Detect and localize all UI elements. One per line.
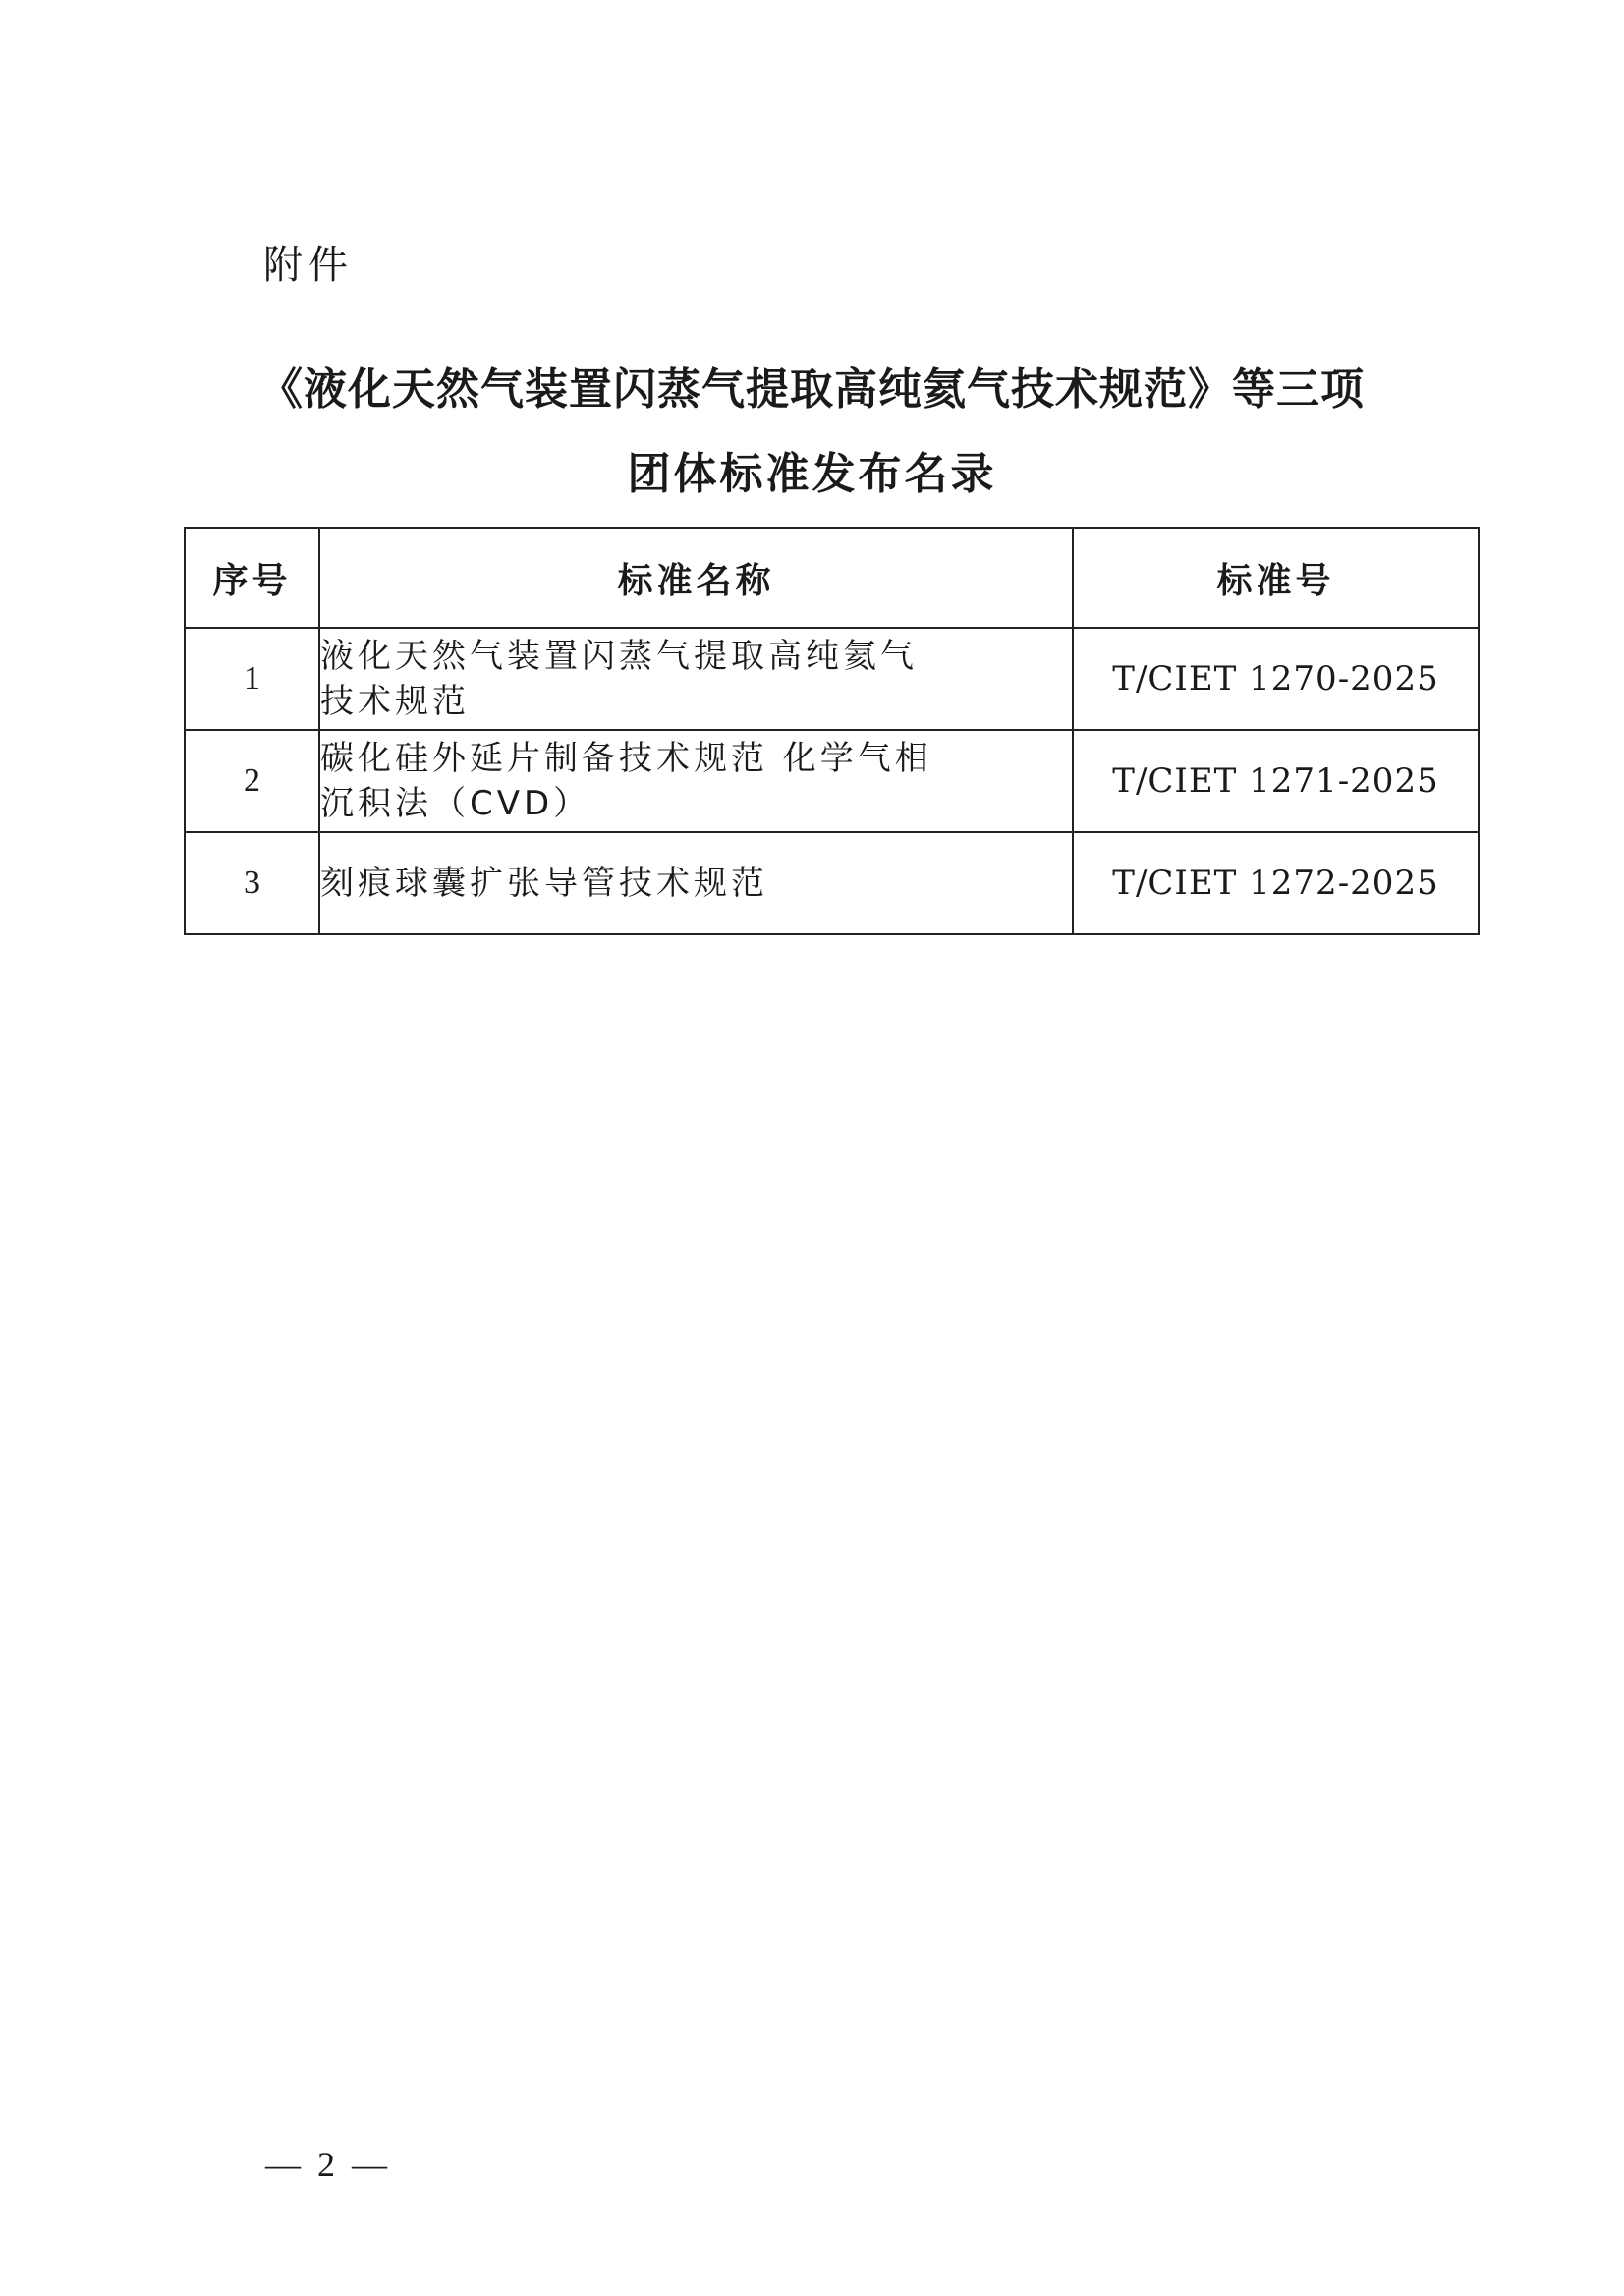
header-row <box>185 528 1479 628</box>
row-standard-code: T/CIET 1272-2025 <box>1073 832 1479 934</box>
document-title-line-1: 《液化天然气装置闪蒸气提取高纯氦气技术规范》等三项 <box>259 364 1365 415</box>
row-standard-code: T/CIET 1270-2025 <box>1073 628 1479 730</box>
row-standard-name <box>319 628 1073 730</box>
row-serial-number: 3 <box>185 832 319 934</box>
page-number: — 2 — <box>265 2145 391 2184</box>
header-serial-number: 序号 <box>185 528 319 628</box>
standards-table <box>184 527 1480 935</box>
header-standard-name: 标准名称 <box>319 528 1073 628</box>
row-standard-code: T/CIET 1271-2025 <box>1073 730 1479 832</box>
row-serial-number: 1 <box>185 628 319 730</box>
standard-name-line: 刻痕球囊扩张导管技术规范 <box>320 864 768 903</box>
table-row <box>185 628 1479 730</box>
row-serial-number: 2 <box>185 730 319 832</box>
table-row <box>185 730 1479 832</box>
table-header <box>185 528 1479 628</box>
header-standard-code: 标准号 <box>1073 528 1479 628</box>
row-standard-name <box>319 832 1073 934</box>
attachment-label: 附件 <box>263 243 354 288</box>
document-title-line-2: 团体标准发布名录 <box>627 449 997 499</box>
standard-name-line: 沉积法（CVD） <box>320 784 591 823</box>
row-standard-name <box>319 730 1073 832</box>
standard-name-line: 技术规范 <box>320 682 470 721</box>
standard-name-line: 碳化硅外延片制备技术规范 化学气相 <box>320 739 932 778</box>
table-body <box>185 628 1479 934</box>
standard-name-line: 液化天然气装置闪蒸气提取高纯氦气 <box>320 637 918 676</box>
table-row <box>185 832 1479 934</box>
